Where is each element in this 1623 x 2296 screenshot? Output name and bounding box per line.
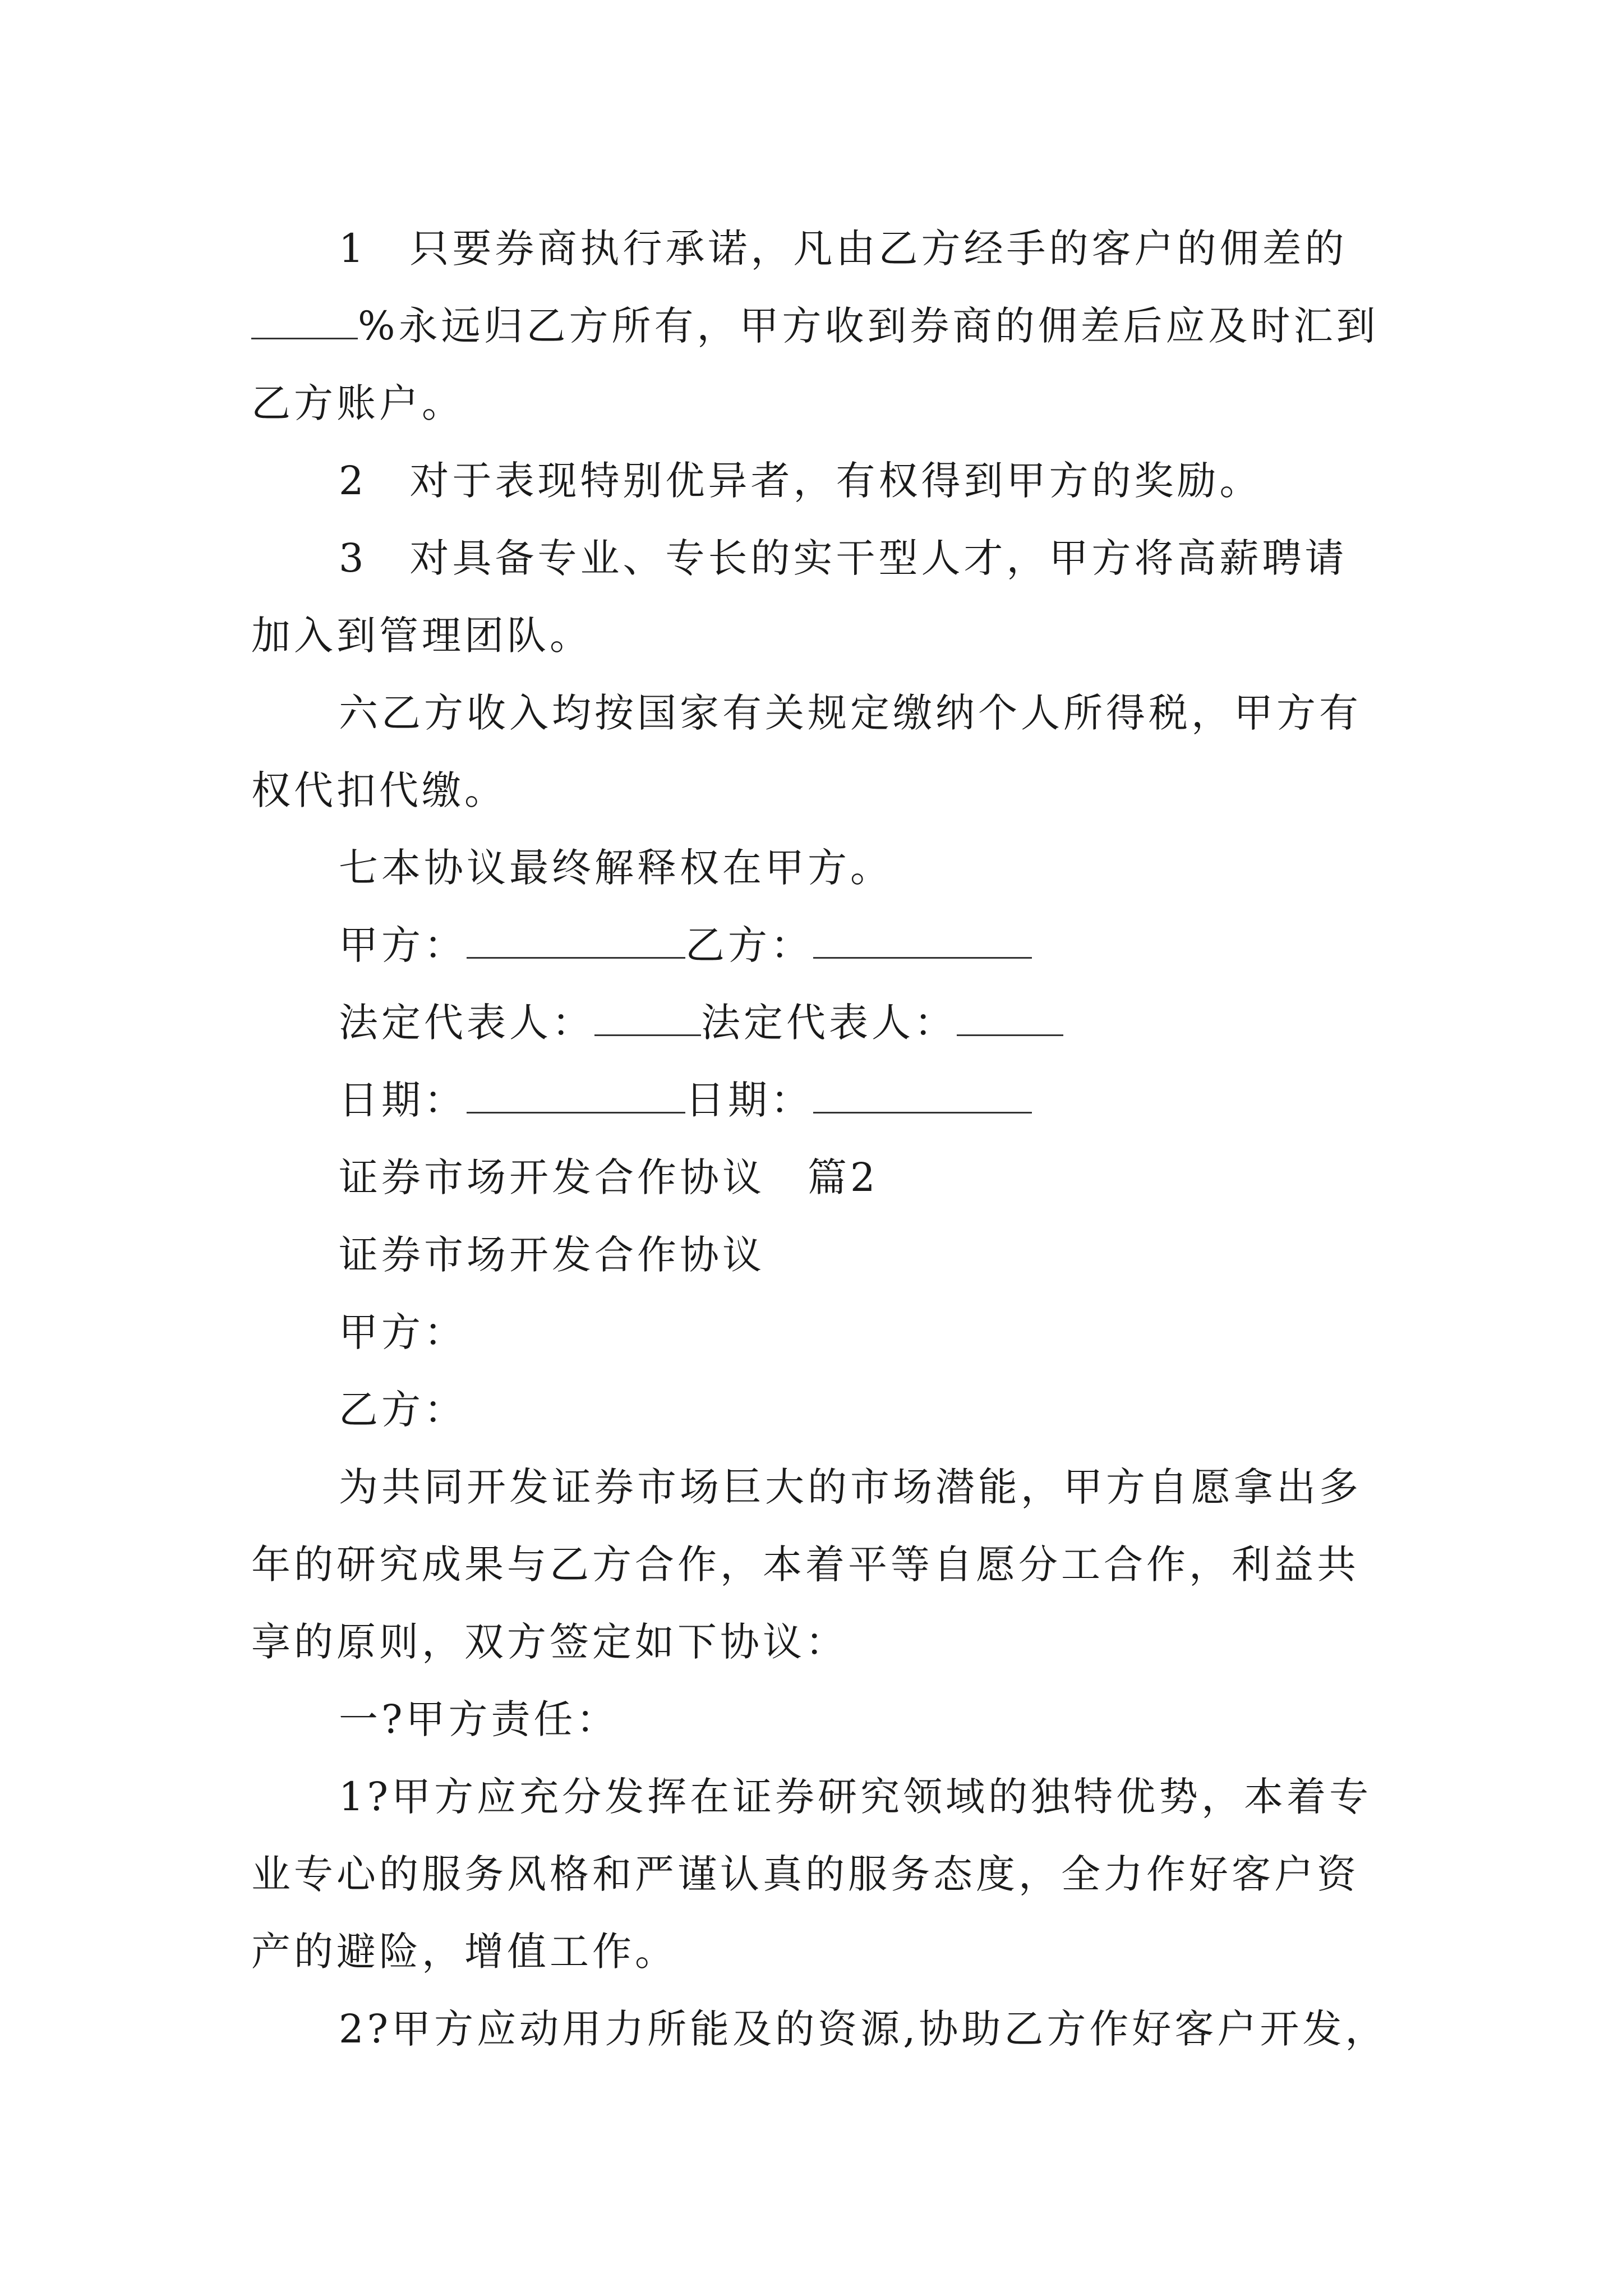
paragraph-line <box>251 1926 1373 1977</box>
party-b-blank <box>813 921 1032 959</box>
paragraph-text: 产的避险，增值工作。 <box>251 1929 677 1975</box>
party-a-blank <box>467 921 685 959</box>
signature-rep-row <box>339 997 1460 1048</box>
party-b-label: 乙方： <box>685 922 813 968</box>
paragraph-line <box>339 2004 1460 2054</box>
rep-b-label: 法定代表人： <box>701 1000 957 1046</box>
paragraph-text: 年的研究成果与乙方合作，本着平等自愿分工合作，利益共 <box>251 1542 1359 1588</box>
paragraph-text: 六乙方收入均按国家有关规定缴纳个人所得税，甲方有 <box>339 690 1362 736</box>
paragraph-text: 2?甲方应动用力所能及的资源,协助乙方作好客户开发， <box>339 2006 1388 2052</box>
document-title <box>339 1230 1460 1280</box>
section-heading <box>339 1152 1460 1203</box>
paragraph-line <box>339 533 1460 583</box>
rep-a-label: 法定代表人： <box>339 1000 594 1046</box>
paragraph-text: 业专心的服务风格和严谨认真的服务态度，全力作好客户资 <box>251 1851 1359 1897</box>
paragraph-line <box>251 301 1379 351</box>
party-b-text: 乙方： <box>339 1387 467 1433</box>
paragraph-text: 2 对于表现特别优异者，有权得到甲方的奖励。 <box>339 458 1262 504</box>
paragraph-text: 享的原则，双方签定如下协议： <box>251 1619 848 1665</box>
paragraph-line <box>251 610 1373 661</box>
paragraph-line <box>339 1772 1460 1822</box>
paragraph-text: 1 只要券商执行承诺，凡由乙方经手的客户的佣差的 <box>339 226 1348 272</box>
paragraph-line <box>339 223 1460 274</box>
party-a-text: 甲方： <box>339 1309 467 1355</box>
document-title-text: 证券市场开发合作协议 <box>339 1232 765 1278</box>
paragraph-line <box>339 1462 1460 1512</box>
paragraph-line <box>251 765 1373 816</box>
paragraph-text: 七本协议最终解释权在甲方。 <box>339 845 893 891</box>
paragraph-line <box>339 688 1460 738</box>
paragraph-line <box>339 843 1460 893</box>
paragraph-line <box>251 1617 1373 1667</box>
paragraph-text: 权代扣代缴。 <box>251 767 507 813</box>
party-b-line <box>339 1384 1460 1435</box>
date-b-label: 日期： <box>685 1077 813 1123</box>
clause-title-text: 一?甲方责任： <box>339 1696 619 1742</box>
paragraph-line <box>251 378 1373 429</box>
paragraph-text: 3 对具备专业、专长的实干型人才，甲方将高薪聘请 <box>339 535 1348 581</box>
fill-blank <box>251 302 358 339</box>
date-a-label: 日期： <box>339 1077 467 1123</box>
section-heading-text: 证券市场开发合作协议 篇2 <box>339 1154 879 1200</box>
paragraph-text: %永远归乙方所有，甲方收到券商的佣差后应及时汇到 <box>358 303 1379 349</box>
paragraph-text: 加入到管理团队。 <box>251 613 592 659</box>
paragraph-line <box>251 1849 1373 1899</box>
party-a-label: 甲方： <box>339 922 467 968</box>
paragraph-text: 乙方账户。 <box>251 380 464 426</box>
signature-party-row <box>339 920 1460 970</box>
rep-b-blank <box>957 999 1063 1036</box>
date-a-blank <box>467 1076 685 1114</box>
paragraph-line <box>339 455 1460 506</box>
paragraph-text: 1?甲方应充分发挥在证券研究领域的独特优势，本着专 <box>339 1774 1372 1820</box>
clause-title <box>339 1694 1460 1745</box>
rep-a-blank <box>594 999 701 1036</box>
party-a-line <box>339 1307 1460 1358</box>
signature-date-row <box>339 1075 1460 1125</box>
paragraph-line <box>251 1539 1373 1590</box>
paragraph-text: 为共同开发证券市场巨大的市场潜能，甲方自愿拿出多 <box>339 1464 1362 1510</box>
date-b-blank <box>813 1076 1032 1114</box>
